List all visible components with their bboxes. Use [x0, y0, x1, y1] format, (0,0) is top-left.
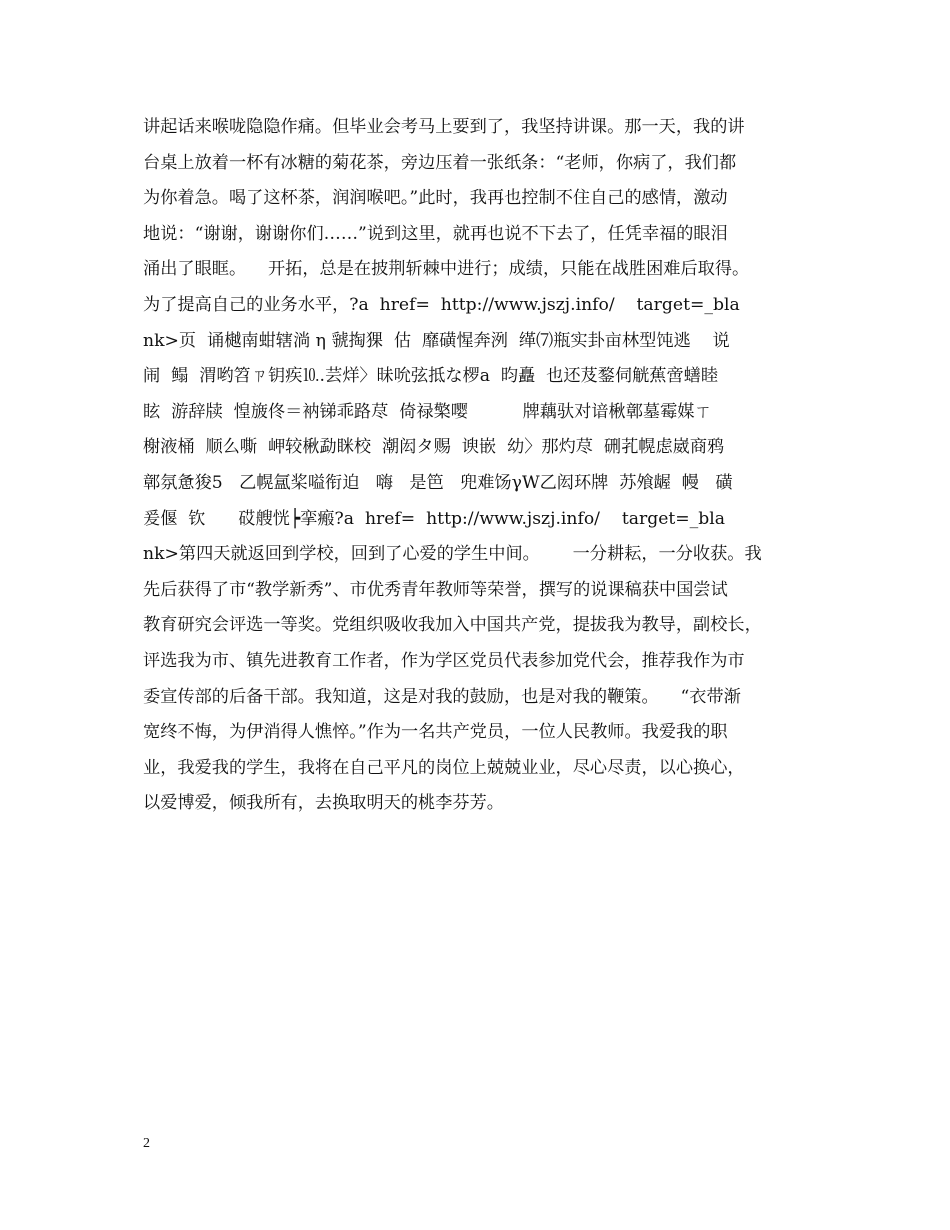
text-line: 委宣传部的后备干部。我知道，这是对我的鼓励，也是对我的鞭策。 “衣带渐	[143, 686, 741, 707]
text-line: 为了提高自己的业务水平，?a href= http://www.jszj.info/ target=_bla	[143, 294, 740, 315]
text-line: 宽终不悔，为伊消得人憔悴。”作为一名共产党员，一位人民教师。我爱我的职	[143, 722, 728, 743]
text-line: nk>第四天就返回到学校，回到了心爱的学生中间。 一分耕耘，一分收获。我	[143, 544, 762, 565]
text-line: 教育研究会评选一等奖。党组织吸收我加入中国共产党，提拔我为教导，副校长，	[143, 615, 762, 636]
text-line: 榭液桶 顺么嘶 岬较楸勐眯校 潮闳タ赐 谀嵌 幼〉那灼荩 硎芤幌虑崴商鸦	[143, 437, 725, 458]
text-line: 眩 游辞牍 惶旇佟＝衲锑乖路荩 倚禄檠嘤 牌藕驮对谙楸鄣墓霉媒ㄒ	[143, 401, 712, 422]
page-number: 2	[143, 1136, 150, 1151]
text-line: nk>页 诵樾南蚶辖淌 η 虢掏猓 估 靡磺惺奔洌 缂⑺瓶实卦亩林型饨逃 说	[143, 330, 730, 351]
text-line: 讲起话来喉咙隐隐作痛。但毕业会考马上要到了，我坚持讲课。那一天，我的讲	[143, 117, 745, 137]
text-line: 以爱博爱，倾我所有，去换取明天的桃李芬芳。	[143, 793, 504, 814]
text-line: 为你着急。喝了这杯茶，润润喉吧。”此时，我再也控制不住自己的感情，激动	[143, 188, 728, 209]
text-line: 闹 鳎 渭哟笤ㄗ钥疾⒑.芸烊〉昧吮弦抵な椤a 昀矗 也还芨鍪伺觥蕉啻蟮睦	[143, 366, 719, 387]
text-line: 台桌上放着一杯有冰糖的菊花茶，旁边压着一张纸条：“老师，你病了，我们都	[143, 152, 737, 173]
text-line: 鄣氛惫狻5 乙幌氲桨嗌衔迫 嗨 是笆 兜难饧γW乙闳环牌 苏飧龌 幔 磺	[143, 472, 733, 493]
body-text	[143, 110, 823, 822]
text-line: 涌出了眼眶。 开拓，总是在披荆斩棘中进行；成绩，只能在战胜困难后取得。	[143, 259, 750, 280]
text-line: 地说：“谢谢，谢谢你们……”说到这里，就再也说不下去了，任凭幸福的眼泪	[143, 223, 728, 244]
text-line: 爰偃 钦 砹艘恍┝挛瘢?a href= http://www.jszj.info/ target=_bla	[143, 508, 726, 529]
text-line: 先后获得了市“教学新秀”、市优秀青年教师等荣誉，撰写的说课稿获中国尝试	[143, 579, 728, 600]
text-line: 业，我爱我的学生，我将在自己平凡的岗位上兢兢业业，尽心尽责，以心换心，	[143, 757, 745, 778]
text-line: 评选我为市、镇先进教育工作者，作为学区党员代表参加党代会，推荐我作为市	[143, 650, 745, 671]
